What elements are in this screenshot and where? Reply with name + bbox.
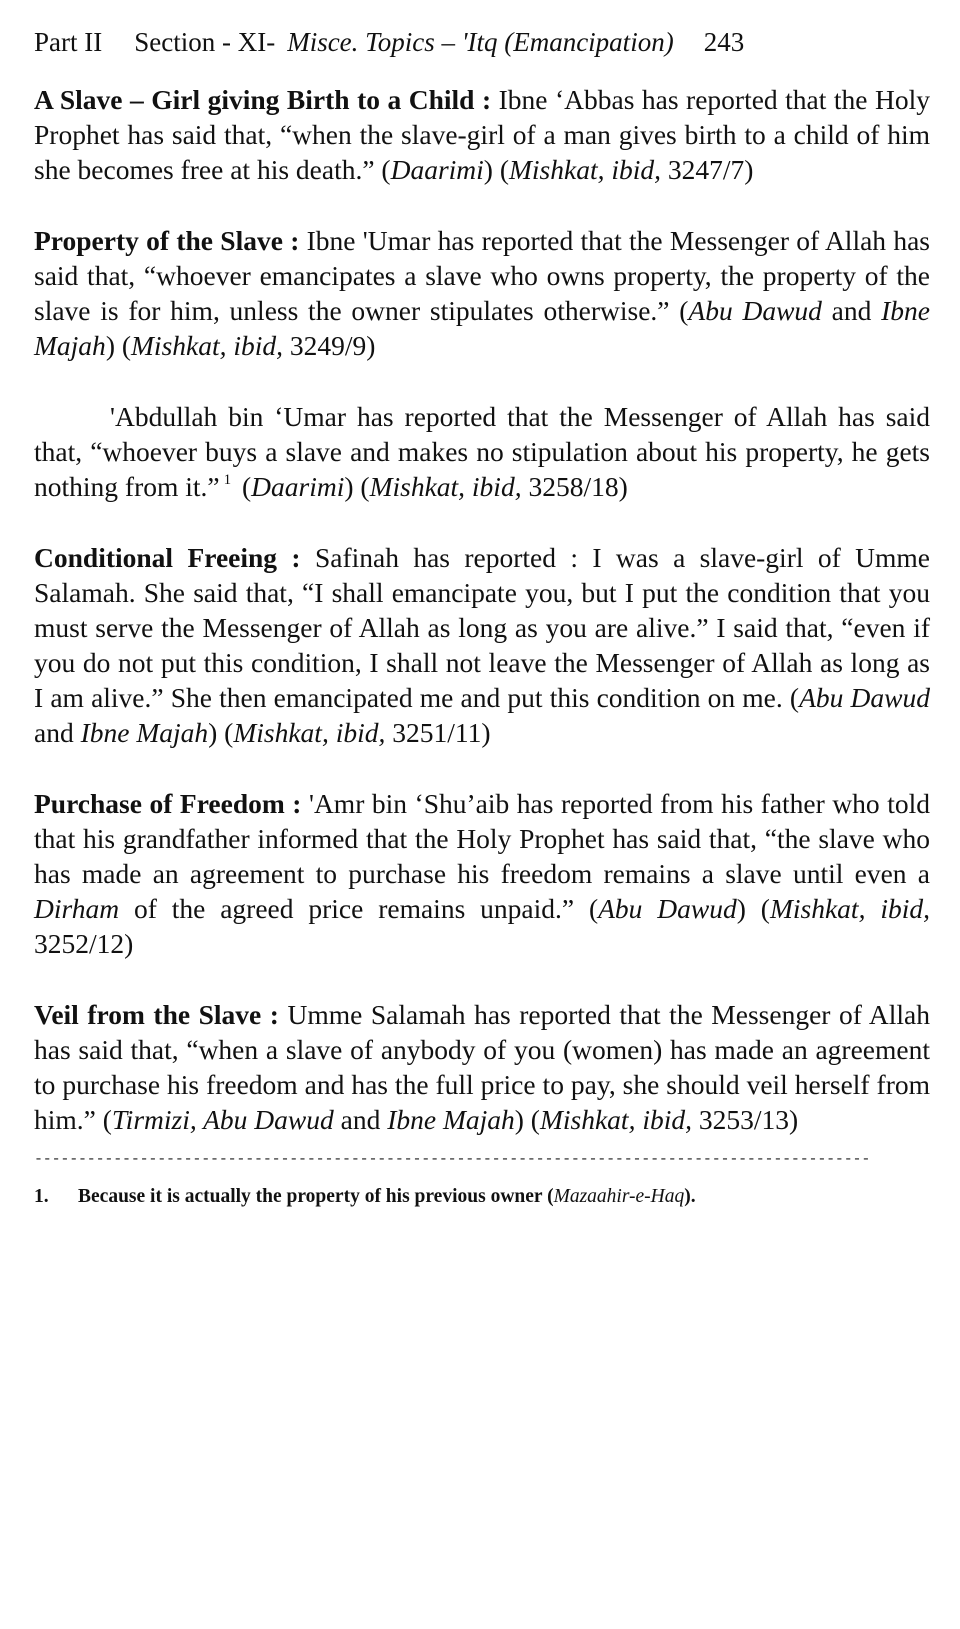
reference-source: Abu Dawud [799, 682, 931, 713]
page-number: 243 [703, 27, 745, 57]
reference-source: Ibne Majah [387, 1104, 515, 1135]
reference-number: 3247/7) [661, 154, 754, 185]
reference-source: Ibne Majah [80, 717, 209, 748]
paragraph-purchase-of-freedom: Purchase of Freedom : 'Amr bin ‘Shu’aib has reported from his father who told that his grandfather informed that the Holy Prophet has said that, “the slave who has made an agreement to purchase his freedom remains a slave until even a Dirham of the agreed price remains unpaid.” (Abu Dawud) (Mishkat, ibid, 3252/12) [34, 788, 930, 959]
reference-source: Tirmizi, Abu Dawud [111, 1104, 334, 1135]
reference-collection: Mishkat, ibid, [539, 1104, 692, 1135]
reference-collection: Mishkat, ibid, [369, 471, 522, 502]
footnote-separator: ----------------------------------------------------------------------------------------------- [34, 1151, 871, 1168]
reference-source: Abu Dawud [688, 295, 822, 326]
reference-number: 3253/13) [691, 1104, 799, 1135]
reference-collection: Mishkat, ibid, [508, 154, 661, 185]
paragraph-heading: Veil from the Slave : [34, 999, 279, 1030]
reference-number: 3258/18) [521, 471, 628, 502]
paragraph-heading: Conditional Freeing : [34, 542, 301, 573]
paragraph-abdullah-bin-umar: 'Abdullah bin ‘Umar has reported that the Messenger of Allah has said that, “whoever buys a slave and makes no stipulation about his property, he gets nothing from it.” $^1$ (Daarimi) (Mishkat, ibid, 3258/18) [34, 401, 930, 502]
reference-source: Daarimi [390, 154, 484, 185]
reference-collection: Mishkat, ibid, [131, 330, 284, 361]
paragraph-slave-girl-birth: A Slave – Girl giving Birth to a Child : Ibne ‘Abbas has reported that the Holy Prophet has said that, “when the slave-girl of a man gives birth to a child of him she becomes free at his death.” (Daarimi) (Mishkat, ibid, 3247/7) [34, 84, 930, 185]
reference-source: Daarimi [251, 471, 345, 502]
reference-number: 3252/12) [34, 928, 134, 959]
header-section: Section - XI- [134, 27, 276, 57]
header-part: Part II [34, 27, 103, 57]
paragraph-veil-from-slave: Veil from the Slave : Umme Salamah has reported that the Messenger of Allah has said that, “when a slave of anybody of you (women) has made an agreement to purchase his freedom and has the full price to pay, she should veil herself from him.” (Tirmizi, Abu Dawud and Ibne Majah) (Mishkat, ibid, 3253/13) [34, 999, 930, 1135]
header-topic: Misce. Topics – 'Itq (Emancipation) [287, 27, 674, 57]
book-page [34, 22, 930, 1211]
reference-collection: Mishkat, ibid, [233, 717, 386, 748]
reference-number: 3249/9) [283, 330, 376, 361]
term-dirham: Dirham [34, 893, 120, 924]
reference-collection: Mishkat, ibid, [769, 893, 930, 924]
footnote-text: Because it is actually the property of his previous owner ( [78, 1186, 554, 1207]
footnote-number: 1. [34, 1186, 49, 1207]
footnote-marker[interactable]: 1 [223, 472, 232, 488]
paragraph-heading: Purchase of Freedom : [34, 788, 302, 819]
footnote-source: Mazaahir-e-Haq [553, 1186, 685, 1207]
running-header [34, 22, 930, 62]
paragraph-conditional-freeing: Conditional Freeing : Safinah has reported : I was a slave-girl of Umme Salamah. She said that, “I shall emancipate you, but I put the condition that you must serve the Messenger of Allah as long as you are alive.” I said that, “even if you do not put this condition, I shall not leave the Messenger of Allah as long as I am alive.” She then emancipated me and put this condition on me. (Abu Dawud and Ibne Majah) (Mishkat, ibid, 3251/11) [34, 542, 931, 748]
reference-number: 3251/11) [385, 717, 491, 748]
reference-source: Abu Dawud [598, 893, 737, 924]
paragraph-heading: Property of the Slave : [34, 225, 300, 256]
paragraph-property-of-slave: Property of the Slave : Ibne 'Umar has reported that the Messenger of Allah has said that, “whoever emancipates a slave who owns property, the property of the slave is for him, unless the owner stipulates otherwise.” (Abu Dawud and Ibne Majah) (Mishkat, ibid, 3249/9) [34, 225, 930, 361]
footnote: 1. Because it is actually the property of his previous owner (Mazaahir-e-Haq). [34, 1183, 930, 1211]
reference-source: Ibne Majah [34, 295, 930, 361]
paragraph-heading: A Slave – Girl giving Birth to a Child : [34, 84, 492, 115]
